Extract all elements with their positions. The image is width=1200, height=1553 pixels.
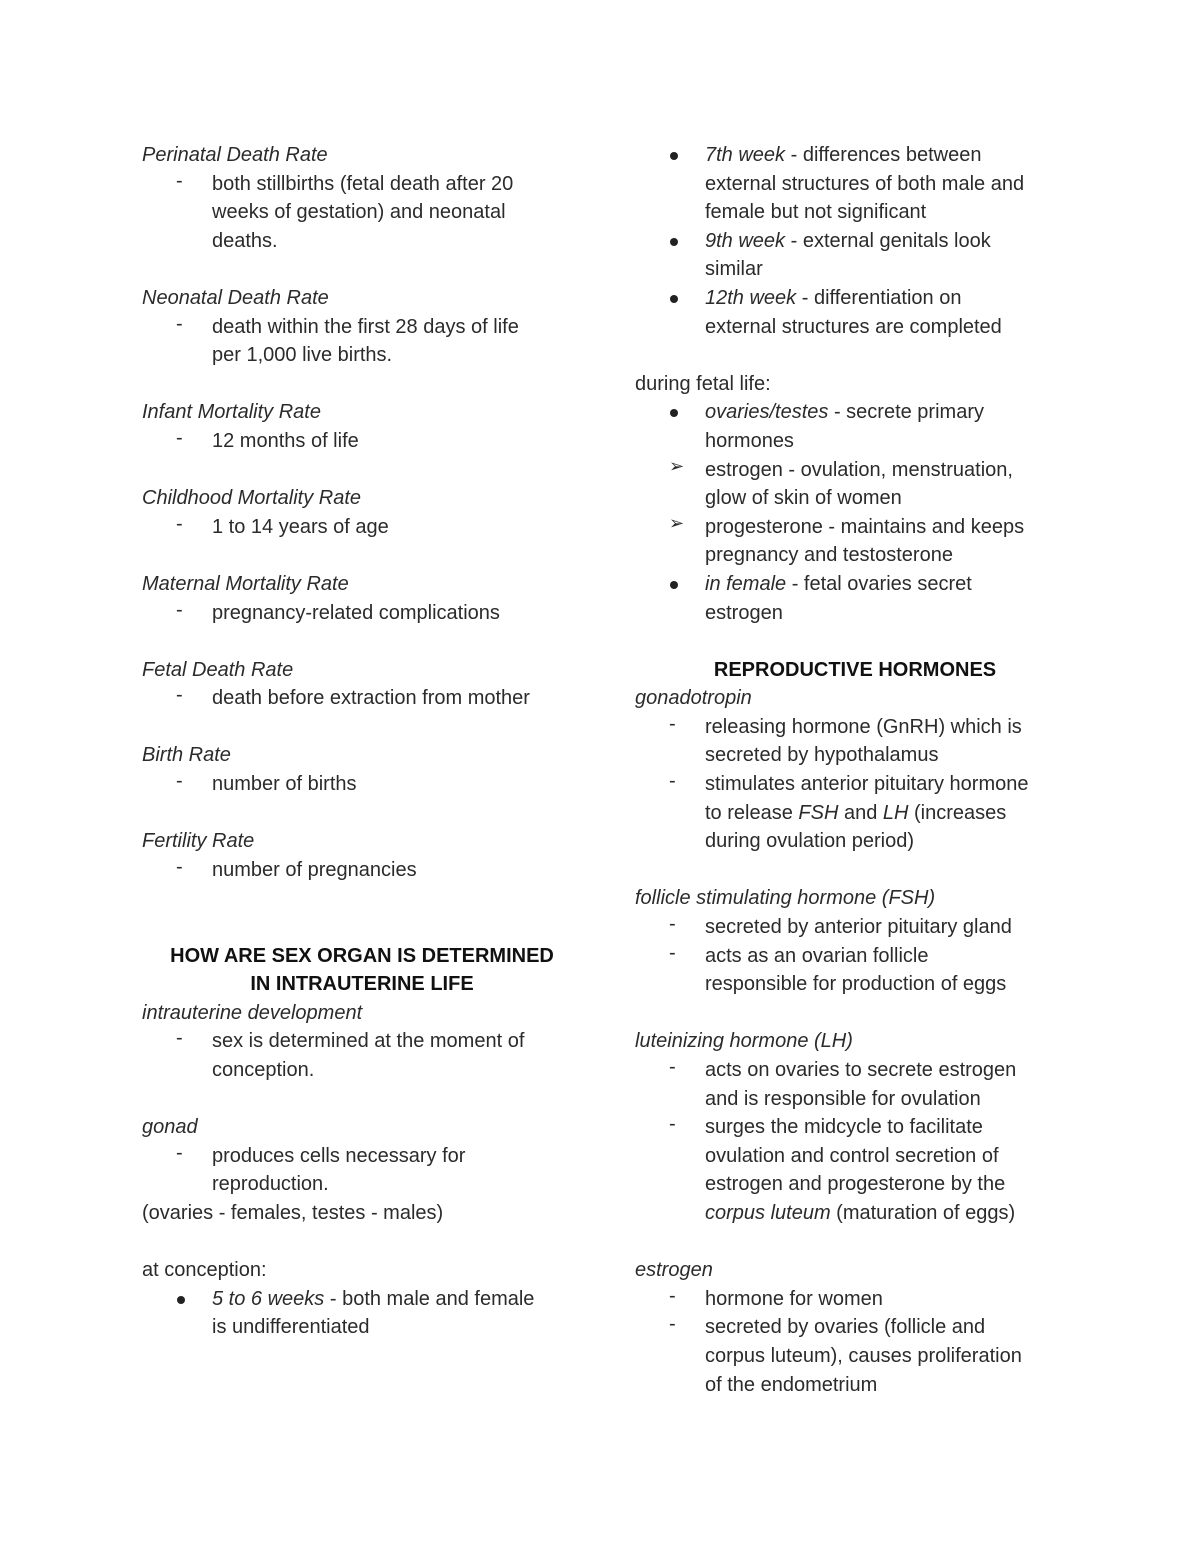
item-text: death before extraction from mother xyxy=(212,687,530,710)
list-item xyxy=(142,313,582,370)
list-item xyxy=(635,1056,1075,1113)
item-text: conception. xyxy=(212,1059,315,1081)
item-text: number of births xyxy=(212,773,357,796)
item-text: 12 months of life xyxy=(212,429,359,452)
arrow-bullet-icon: ➢ xyxy=(669,455,685,476)
item-text: progesterone - maintains and keeps xyxy=(705,515,1025,538)
fsh-heading: follicle stimulating hormone (FSH) xyxy=(635,887,936,910)
list-item xyxy=(635,942,1075,999)
item-text: surges the midcycle to facilitate xyxy=(705,1116,983,1139)
list-item xyxy=(635,913,1075,942)
birth-heading: Birth Rate xyxy=(142,744,231,767)
item-text: 12th week - differentiation on xyxy=(705,286,962,309)
section-heading: HOW ARE SEX ORGAN IS DETERMINED xyxy=(170,944,554,967)
dash-bullet xyxy=(669,1113,699,1136)
conception-heading: at conception: xyxy=(142,1259,267,1282)
list-item xyxy=(142,170,582,256)
intrauterine-heading: intrauterine development xyxy=(142,1001,363,1024)
item-text: 5 to 6 weeks - both male and female xyxy=(212,1287,535,1310)
dash-bullet xyxy=(176,427,206,450)
item-text: produces cells necessary for xyxy=(212,1144,466,1167)
item-text: sex is determined at the moment of xyxy=(212,1030,525,1053)
dash-bullet xyxy=(669,1285,699,1308)
item-text: reproduction. xyxy=(212,1173,329,1196)
item-text: 7th week - differences between xyxy=(705,144,982,166)
list-item xyxy=(142,599,582,628)
item-text: estrogen xyxy=(705,601,783,624)
item-text: ovulation and control secretion of xyxy=(705,1144,999,1167)
item-text: similar xyxy=(705,258,763,281)
item-text: during ovulation period) xyxy=(705,830,915,853)
list-item xyxy=(635,570,1075,627)
item-text: ovaries/testes - secrete primary xyxy=(705,401,984,424)
right-column xyxy=(635,141,1075,1399)
fetal-life-heading: during fetal life: xyxy=(635,372,771,395)
item-text: corpus luteum (maturation of eggs) xyxy=(705,1201,1016,1224)
dash-bullet xyxy=(669,770,699,793)
item-text: death within the first 28 days of life xyxy=(212,315,519,338)
list-item xyxy=(635,1113,1075,1227)
estrogen-heading: estrogen xyxy=(635,1259,713,1282)
left-column xyxy=(142,141,582,1342)
dash-bullet xyxy=(176,170,206,193)
maternal-heading: Maternal Mortality Rate xyxy=(142,572,349,595)
dash-bullet xyxy=(669,913,699,936)
item-text: per 1,000 live births. xyxy=(212,344,393,367)
item-text: to release FSH and LH (increases xyxy=(705,801,1007,824)
item-text: in female - fetal ovaries secret xyxy=(705,572,972,595)
item-text: estrogen - ovulation, menstruation, xyxy=(705,458,1013,481)
item-text: stimulates anterior pituitary hormone xyxy=(705,773,1029,796)
section-heading: REPRODUCTIVE HORMONES xyxy=(713,658,997,681)
dash-bullet xyxy=(669,713,699,736)
section-heading: IN INTRAUTERINE LIFE xyxy=(250,973,474,996)
item-text: of the endometrium xyxy=(705,1373,878,1396)
item-text: secreted by anterior pituitary gland xyxy=(705,916,1012,939)
list-item xyxy=(142,1027,582,1084)
arrow-bullet-icon: ➢ xyxy=(669,512,685,533)
item-text: deaths. xyxy=(212,229,278,252)
item-text: hormone for women xyxy=(705,1287,883,1310)
infant-heading: Infant Mortality Rate xyxy=(142,401,321,424)
neonatal-heading: Neonatal Death Rate xyxy=(142,286,329,309)
list-item xyxy=(142,427,582,456)
list-item xyxy=(635,1285,1075,1314)
dash-bullet xyxy=(669,942,699,965)
list-item xyxy=(635,227,1075,284)
item-text: responsible for production of eggs xyxy=(705,973,1007,996)
item-text: secreted by ovaries (follicle and xyxy=(705,1316,986,1339)
lh-heading: luteinizing hormone (LH) xyxy=(635,1030,853,1053)
item-text: acts on ovaries to secrete estrogen xyxy=(705,1059,1017,1081)
item-text: external structures of both male and xyxy=(705,172,1025,195)
item-text: number of pregnancies xyxy=(212,858,417,881)
list-item xyxy=(635,456,1075,513)
item-text: and is responsible for ovulation xyxy=(705,1087,981,1110)
fertility-heading: Fertility Rate xyxy=(142,830,255,853)
list-item xyxy=(142,513,582,542)
list-item xyxy=(635,141,1075,227)
item-text: pregnancy and testosterone xyxy=(705,544,953,567)
list-item xyxy=(142,1285,582,1342)
list-item xyxy=(142,770,582,799)
gonadotropin-heading: gonadotropin xyxy=(635,687,752,710)
item-text: secreted by hypothalamus xyxy=(705,744,939,767)
list-item xyxy=(635,713,1075,770)
dash-bullet xyxy=(176,770,206,793)
list-item xyxy=(635,1313,1075,1399)
dash-bullet xyxy=(176,1027,206,1050)
item-text: pregnancy-related complications xyxy=(212,601,500,624)
dash-bullet xyxy=(176,313,206,336)
perinatal-heading: Perinatal Death Rate xyxy=(142,144,328,166)
item-text: is undifferentiated xyxy=(212,1316,370,1339)
item-text: 1 to 14 years of age xyxy=(212,515,389,538)
item-text: female but not significant xyxy=(705,201,927,224)
fetal-heading: Fetal Death Rate xyxy=(142,658,294,681)
item-text: 9th week - external genitals look xyxy=(705,229,991,252)
item-text: releasing hormone (GnRH) which is xyxy=(705,715,1022,738)
item-text: estrogen and progesterone by the xyxy=(705,1173,1006,1196)
dash-bullet xyxy=(176,1142,206,1165)
item-text: weeks of gestation) and neonatal xyxy=(212,201,506,224)
gonad-note: (ovaries - females, testes - males) xyxy=(142,1201,444,1224)
gonad-heading: gonad xyxy=(142,1116,198,1139)
dash-bullet xyxy=(669,1313,699,1336)
dash-bullet xyxy=(176,513,206,536)
list-item xyxy=(635,284,1075,341)
list-item xyxy=(142,856,582,885)
item-text: external structures are completed xyxy=(705,315,1002,338)
dash-bullet xyxy=(176,599,206,622)
item-text: both stillbirths (fetal death after 20 xyxy=(212,172,514,195)
list-item xyxy=(635,770,1075,856)
item-text: acts as an ovarian follicle xyxy=(705,944,929,967)
list-item xyxy=(142,684,582,713)
item-text: corpus luteum), causes proliferation xyxy=(705,1344,1022,1367)
item-text: hormones xyxy=(705,429,794,452)
item-text: glow of skin of women xyxy=(705,487,902,510)
childhood-heading: Childhood Mortality Rate xyxy=(142,487,361,510)
dash-bullet xyxy=(176,684,206,707)
list-item xyxy=(635,513,1075,570)
dash-bullet xyxy=(176,856,206,879)
list-item xyxy=(142,1142,582,1199)
dash-bullet xyxy=(669,1056,699,1079)
list-item xyxy=(635,398,1075,455)
